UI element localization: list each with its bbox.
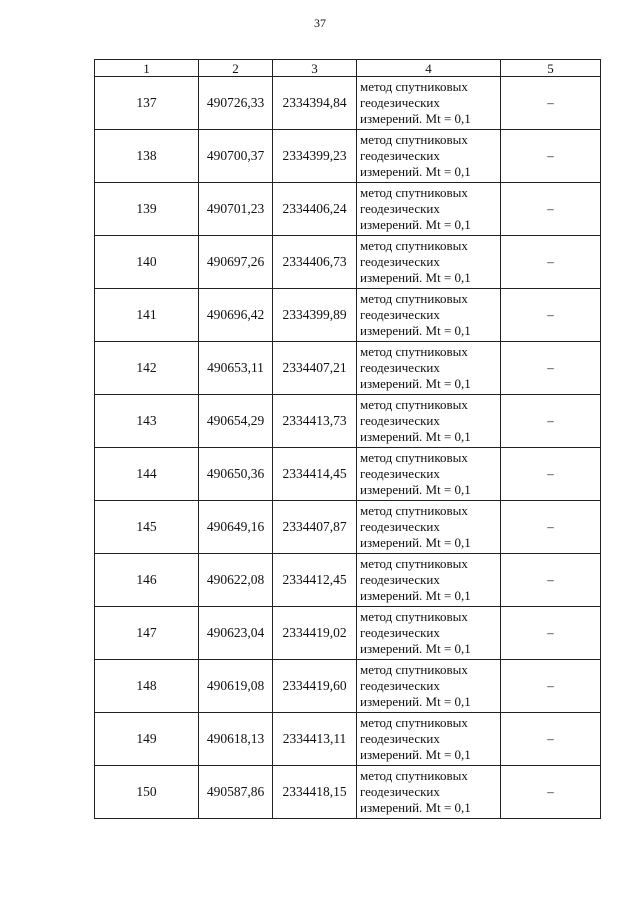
method-line: метод спутниковых <box>360 556 468 571</box>
method-line: измерений. Mt = 0,1 <box>360 429 471 444</box>
point-number: 144 <box>95 448 199 501</box>
coordinate-x: 490618,13 <box>199 713 273 766</box>
method-cell <box>357 395 501 448</box>
method-line: геодезических <box>360 678 440 693</box>
method-line: метод спутниковых <box>360 238 468 253</box>
table-body <box>95 77 601 819</box>
method-line: измерений. Mt = 0,1 <box>360 111 471 126</box>
method-line: метод спутниковых <box>360 79 468 94</box>
point-number: 145 <box>95 501 199 554</box>
coordinate-y: 2334412,45 <box>273 554 357 607</box>
column-header-4: 4 <box>357 60 501 77</box>
note-cell: – <box>501 183 601 236</box>
method-line: измерений. Mt = 0,1 <box>360 641 471 656</box>
method-line: геодезических <box>360 784 440 799</box>
method-line: геодезических <box>360 360 440 375</box>
method-line: геодезических <box>360 466 440 481</box>
table-row <box>95 342 601 395</box>
note-cell: – <box>501 660 601 713</box>
point-number: 141 <box>95 289 199 342</box>
method-cell <box>357 554 501 607</box>
coordinate-y: 2334414,45 <box>273 448 357 501</box>
coordinate-x: 490650,36 <box>199 448 273 501</box>
point-number: 146 <box>95 554 199 607</box>
point-number: 148 <box>95 660 199 713</box>
coordinate-x: 490653,11 <box>199 342 273 395</box>
coordinate-y: 2334407,21 <box>273 342 357 395</box>
point-number: 139 <box>95 183 199 236</box>
table-row <box>95 713 601 766</box>
method-line: геодезических <box>360 572 440 587</box>
coordinate-y: 2334394,84 <box>273 77 357 130</box>
method-line: геодезических <box>360 731 440 746</box>
method-cell <box>357 660 501 713</box>
method-cell <box>357 607 501 660</box>
table-row <box>95 236 601 289</box>
table-row <box>95 289 601 342</box>
method-line: измерений. Mt = 0,1 <box>360 747 471 762</box>
point-number: 147 <box>95 607 199 660</box>
point-number: 150 <box>95 766 199 819</box>
point-number: 140 <box>95 236 199 289</box>
note-cell: – <box>501 130 601 183</box>
method-line: измерений. Mt = 0,1 <box>360 323 471 338</box>
point-number: 149 <box>95 713 199 766</box>
method-line: измерений. Mt = 0,1 <box>360 535 471 550</box>
point-number: 142 <box>95 342 199 395</box>
note-cell: – <box>501 713 601 766</box>
point-number: 137 <box>95 77 199 130</box>
table-row <box>95 183 601 236</box>
column-header-1: 1 <box>95 60 199 77</box>
table-row <box>95 395 601 448</box>
table-row <box>95 77 601 130</box>
coordinate-y: 2334407,87 <box>273 501 357 554</box>
method-cell <box>357 342 501 395</box>
method-line: измерений. Mt = 0,1 <box>360 800 471 815</box>
coordinate-x: 490619,08 <box>199 660 273 713</box>
table-header-row <box>95 60 601 77</box>
page-number: 37 <box>314 16 326 30</box>
coordinate-y: 2334418,15 <box>273 766 357 819</box>
note-cell: – <box>501 395 601 448</box>
method-line: метод спутниковых <box>360 768 468 783</box>
method-line: метод спутниковых <box>360 450 468 465</box>
method-line: геодезических <box>360 148 440 163</box>
method-line: геодезических <box>360 254 440 269</box>
note-cell: – <box>501 501 601 554</box>
table-row <box>95 130 601 183</box>
table-row <box>95 766 601 819</box>
column-header-2: 2 <box>199 60 273 77</box>
column-header-5: 5 <box>501 60 601 77</box>
coordinate-x: 490649,16 <box>199 501 273 554</box>
coordinate-y: 2334406,73 <box>273 236 357 289</box>
method-line: геодезических <box>360 307 440 322</box>
method-line: геодезических <box>360 625 440 640</box>
column-header-3: 3 <box>273 60 357 77</box>
method-line: метод спутниковых <box>360 132 468 147</box>
method-cell <box>357 448 501 501</box>
note-cell: – <box>501 448 601 501</box>
note-cell: – <box>501 236 601 289</box>
method-line: измерений. Mt = 0,1 <box>360 588 471 603</box>
coordinate-y: 2334419,02 <box>273 607 357 660</box>
coordinate-y: 2334413,73 <box>273 395 357 448</box>
method-line: метод спутниковых <box>360 397 468 412</box>
note-cell: – <box>501 766 601 819</box>
method-line: геодезических <box>360 413 440 428</box>
coordinate-y: 2334413,11 <box>273 713 357 766</box>
method-line: измерений. Mt = 0,1 <box>360 217 471 232</box>
coordinates-table <box>94 59 601 819</box>
note-cell: – <box>501 607 601 660</box>
coordinate-y: 2334399,23 <box>273 130 357 183</box>
coordinate-y: 2334399,89 <box>273 289 357 342</box>
coordinate-x: 490622,08 <box>199 554 273 607</box>
method-line: измерений. Mt = 0,1 <box>360 270 471 285</box>
table-row <box>95 607 601 660</box>
method-line: метод спутниковых <box>360 662 468 677</box>
method-line: метод спутниковых <box>360 344 468 359</box>
method-line: метод спутниковых <box>360 185 468 200</box>
table-row <box>95 554 601 607</box>
method-cell <box>357 289 501 342</box>
method-line: метод спутниковых <box>360 291 468 306</box>
note-cell: – <box>501 554 601 607</box>
coordinate-x: 490696,42 <box>199 289 273 342</box>
note-cell: – <box>501 289 601 342</box>
method-line: метод спутниковых <box>360 715 468 730</box>
note-cell: – <box>501 342 601 395</box>
coordinate-x: 490701,23 <box>199 183 273 236</box>
method-line: измерений. Mt = 0,1 <box>360 482 471 497</box>
coordinate-x: 490700,37 <box>199 130 273 183</box>
table-row <box>95 660 601 713</box>
coordinate-x: 490587,86 <box>199 766 273 819</box>
method-line: метод спутниковых <box>360 609 468 624</box>
method-cell <box>357 766 501 819</box>
method-line: измерений. Mt = 0,1 <box>360 164 471 179</box>
method-line: геодезических <box>360 95 440 110</box>
table-row <box>95 501 601 554</box>
method-cell <box>357 501 501 554</box>
point-number: 143 <box>95 395 199 448</box>
coordinate-x: 490726,33 <box>199 77 273 130</box>
coordinate-x: 490697,26 <box>199 236 273 289</box>
table-row <box>95 448 601 501</box>
note-cell: – <box>501 77 601 130</box>
method-line: геодезических <box>360 201 440 216</box>
method-line: измерений. Mt = 0,1 <box>360 376 471 391</box>
method-cell <box>357 130 501 183</box>
coordinate-x: 490654,29 <box>199 395 273 448</box>
method-cell <box>357 77 501 130</box>
method-cell <box>357 183 501 236</box>
method-line: метод спутниковых <box>360 503 468 518</box>
method-line: измерений. Mt = 0,1 <box>360 694 471 709</box>
method-line: геодезических <box>360 519 440 534</box>
coordinate-y: 2334419,60 <box>273 660 357 713</box>
method-cell <box>357 236 501 289</box>
method-cell <box>357 713 501 766</box>
point-number: 138 <box>95 130 199 183</box>
coordinate-x: 490623,04 <box>199 607 273 660</box>
coordinate-y: 2334406,24 <box>273 183 357 236</box>
